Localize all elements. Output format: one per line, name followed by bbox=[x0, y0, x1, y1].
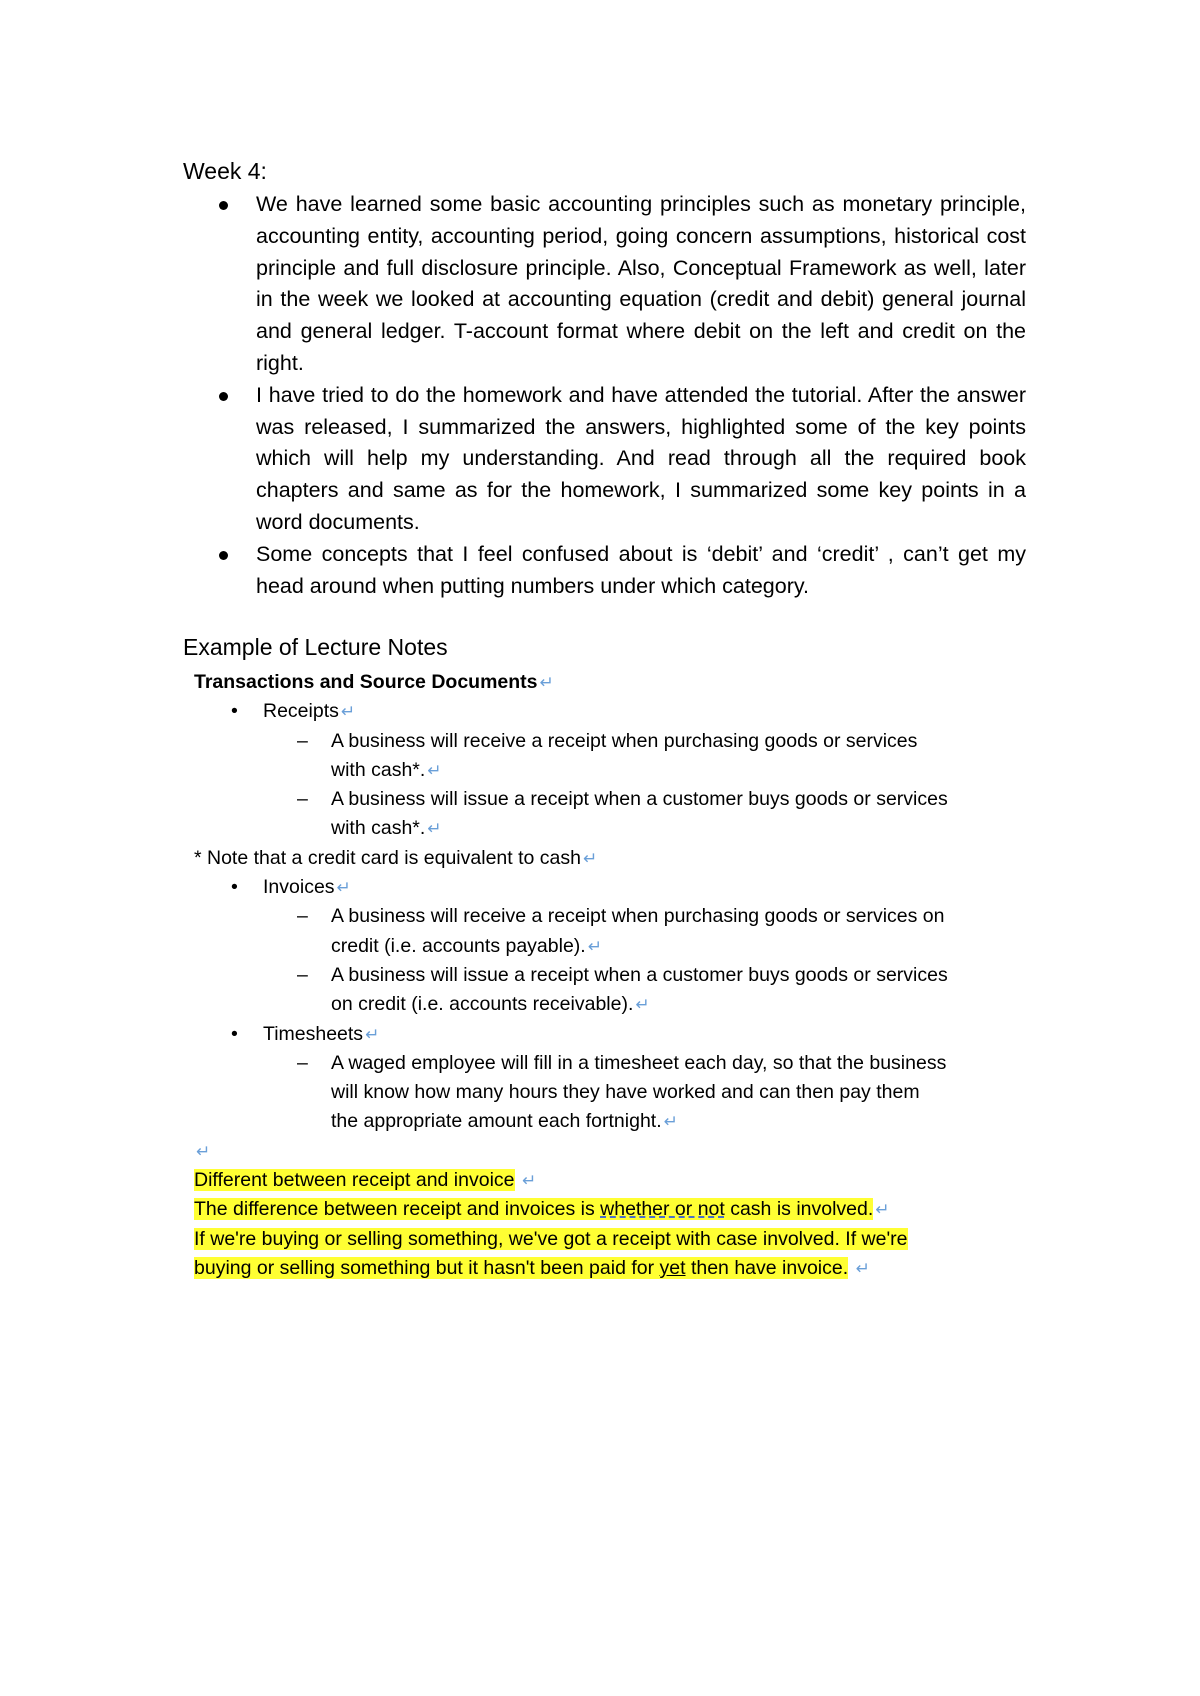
spellcheck-squiggle-text: whether or not bbox=[600, 1198, 725, 1221]
highlight-heading-line bbox=[194, 1166, 994, 1195]
sub-item-text: will know how many hours they have worked and can then pay them bbox=[331, 1081, 920, 1104]
sub-item-text: A business will receive a receipt when purchasing goods or services bbox=[331, 729, 918, 752]
dash-icon: – bbox=[297, 788, 308, 811]
lecture-notes-body bbox=[194, 668, 994, 1283]
paragraph-mark-icon: ↵ bbox=[427, 819, 442, 839]
sub-item-line bbox=[194, 814, 994, 843]
sub-item-text: A business will receive a receipt when purchasing goods or services on bbox=[331, 905, 945, 928]
sub-item-line bbox=[194, 902, 994, 931]
note-text: * Note that a credit card is equivalent to cash bbox=[194, 846, 581, 869]
notes-subtitle-line bbox=[194, 668, 994, 697]
highlight-text-part: cash is involved. bbox=[724, 1198, 874, 1221]
sub-item-line bbox=[194, 1107, 994, 1136]
highlight-text-part: buying or selling something but it hasn't been paid for bbox=[194, 1256, 660, 1279]
dash-icon: – bbox=[297, 1051, 308, 1074]
paragraph-mark-icon: ↵ bbox=[635, 995, 650, 1015]
note-line bbox=[194, 844, 994, 873]
sub-item-text: A business will issue a receipt when a customer buys goods or services bbox=[331, 963, 948, 986]
highlight-text: If we're buying or selling something, we've got a receipt with case involved. If we're bbox=[194, 1227, 908, 1250]
week-bullet-item bbox=[183, 380, 1026, 539]
highlight-line bbox=[194, 1225, 994, 1254]
list-item-invoices bbox=[194, 873, 994, 902]
week-bullet-item bbox=[183, 189, 1026, 380]
list-item-timesheets bbox=[194, 1020, 994, 1049]
sub-item-line bbox=[194, 932, 994, 961]
empty-line bbox=[194, 1137, 994, 1166]
highlight-heading: Different between receipt and invoice bbox=[194, 1169, 515, 1192]
paragraph-mark-icon: ↵ bbox=[427, 760, 442, 780]
sub-item-text: on credit (i.e. accounts receivable). bbox=[331, 993, 634, 1016]
paragraph-mark-icon: ↵ bbox=[582, 848, 598, 868]
sub-item-text: the appropriate amount each fortnight. bbox=[331, 1110, 662, 1133]
bullet-icon: • bbox=[231, 1022, 238, 1045]
sub-item-text: A waged employee will fill in a timesheet each day, so that the business bbox=[331, 1051, 947, 1074]
lecture-notes-title: Example of Lecture Notes bbox=[183, 634, 448, 660]
sub-item-text: credit (i.e. accounts payable). bbox=[331, 934, 586, 957]
paragraph-mark-icon: ↵ bbox=[663, 1112, 678, 1132]
sub-item-line bbox=[194, 727, 994, 756]
sub-item-line bbox=[194, 785, 994, 814]
sub-item-line bbox=[194, 1078, 994, 1107]
highlight-text bbox=[194, 1198, 873, 1220]
paragraph-mark-icon: ↵ bbox=[875, 1200, 890, 1220]
sub-item-line bbox=[194, 990, 994, 1019]
week-bullet-text: We have learned some basic accounting principles such as monetary principle, accounting entity, accounting period, going concern assumptions, historical cost principle and full disclosure principle. Also, Conceptual Framework as well, later in the week we looked at accounting equation (credit and debit) general journal and general ledger. T-account format where debit on the left and credit on the right. bbox=[256, 192, 1026, 375]
highlight-line bbox=[194, 1254, 994, 1283]
week-bullet-text: I have tried to do the homework and have attended the tutorial. After the answer was released, I summarized the answers, highlighted some of the key points which will help my understanding. And read through all the required book chapters and same as for the homework, I summarized some key points in a word documents. bbox=[256, 382, 1026, 534]
week-bullet-text: Some concepts that I feel confused about is ‘debit’ and ‘credit’ , can’t get my head around when putting numbers under which category. bbox=[256, 541, 1026, 598]
highlight-text-part: then have invoice. bbox=[685, 1256, 849, 1279]
paragraph-mark-icon: ↵ bbox=[521, 1171, 537, 1191]
underlined-text: yet bbox=[659, 1256, 686, 1279]
paragraph-mark-icon: ↵ bbox=[340, 702, 356, 722]
dash-icon: – bbox=[297, 729, 308, 752]
paragraph-mark-icon: ↵ bbox=[587, 936, 602, 956]
highlight-text bbox=[194, 1257, 848, 1279]
invoices-label: Invoices bbox=[263, 876, 335, 899]
notes-subtitle: Transactions and Source Documents bbox=[194, 671, 538, 693]
highlight-text-part: The difference between receipt and invoices is bbox=[194, 1198, 601, 1221]
sub-item-text: with cash*. bbox=[331, 758, 426, 781]
sub-item-line bbox=[194, 1049, 994, 1078]
week-bullet-list bbox=[183, 189, 1026, 602]
bullet-icon: • bbox=[231, 700, 238, 723]
paragraph-mark-icon: ↵ bbox=[539, 673, 554, 692]
list-item-receipts bbox=[194, 697, 994, 726]
week-bullet-item bbox=[183, 539, 1026, 603]
timesheets-label: Timesheets bbox=[263, 1022, 364, 1045]
week-title: Week 4: bbox=[183, 158, 267, 184]
receipts-label: Receipts bbox=[263, 700, 339, 723]
bullet-icon: • bbox=[231, 876, 238, 899]
sub-item-line bbox=[194, 756, 994, 785]
highlight-line bbox=[194, 1195, 994, 1224]
paragraph-mark-icon: ↵ bbox=[336, 878, 351, 898]
dash-icon: – bbox=[297, 905, 308, 928]
sub-item-text: A business will issue a receipt when a customer buys goods or services bbox=[331, 788, 948, 811]
sub-item-text: with cash*. bbox=[331, 817, 426, 840]
sub-item-line bbox=[194, 961, 994, 990]
paragraph-mark-icon: ↵ bbox=[365, 1024, 380, 1044]
paragraph-mark-icon: ↵ bbox=[196, 1141, 211, 1161]
paragraph-mark-icon: ↵ bbox=[855, 1258, 870, 1278]
bullet-dot-icon bbox=[219, 392, 228, 401]
bullet-dot-icon bbox=[219, 551, 228, 560]
dash-icon: – bbox=[297, 963, 308, 986]
bullet-dot-icon bbox=[219, 201, 228, 210]
